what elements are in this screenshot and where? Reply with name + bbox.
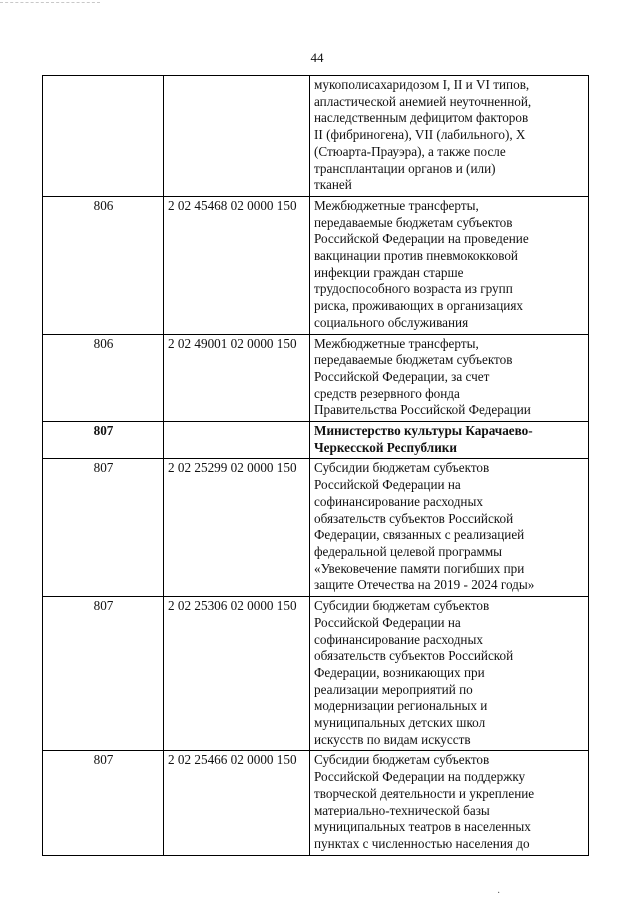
description-cell — [310, 422, 589, 459]
admin-code-cell: 806 — [43, 334, 164, 422]
revenue-code-cell — [164, 422, 310, 459]
revenue-code-cell — [164, 76, 310, 197]
scan-speck: · — [497, 888, 501, 899]
description-line: Межбюджетные трансферты, — [314, 197, 479, 213]
revenue-code-cell: 2 02 25466 02 0000 150 — [164, 751, 310, 855]
table-row — [43, 597, 589, 751]
admin-code-cell — [43, 76, 164, 197]
description-line: (Стюарта-Прауэра), а также после — [314, 143, 506, 159]
revenue-code-cell: 2 02 25306 02 0000 150 — [164, 597, 310, 751]
table-row — [43, 196, 589, 334]
description-line: искусств по видам искусств — [314, 731, 471, 747]
description-line: средств резервного фонда — [314, 385, 460, 401]
admin-code-cell: 807 — [43, 597, 164, 751]
description-cell — [310, 334, 589, 422]
description-line: социального обслуживания — [314, 314, 469, 330]
revenue-code-cell: 2 02 45468 02 0000 150 — [164, 196, 310, 334]
description-line: материально-технической базы — [314, 802, 490, 818]
description-line: риска, проживающих в организациях — [314, 298, 524, 314]
description-line: Российской Федерации, за счет — [314, 368, 490, 384]
budget-classification-table — [42, 75, 589, 856]
revenue-code-cell: 2 02 49001 02 0000 150 — [164, 334, 310, 422]
admin-code-cell: 807 — [43, 751, 164, 855]
description-cell — [310, 196, 589, 334]
description-line: тканей — [314, 177, 352, 193]
description-line: мукополисахаридозом I, II и VI типов, — [314, 77, 530, 92]
description-line: софинансирование расходных — [314, 493, 483, 509]
description-line: наследственным дефицитом факторов — [314, 110, 529, 126]
description-line: обязательств субъектов Российской — [314, 510, 514, 526]
description-line: передаваемые бюджетам субъектов — [314, 214, 513, 230]
description-line: Черкесской Республики — [314, 439, 457, 455]
description-line: софинансирование расходных — [314, 631, 483, 647]
description-line: передаваемые бюджетам субъектов — [314, 352, 513, 368]
scan-artifact-line — [0, 2, 100, 4]
description-line: Федерации, связанных с реализацией — [314, 527, 525, 543]
revenue-code-cell: 2 02 25299 02 0000 150 — [164, 459, 310, 597]
table-body — [43, 76, 589, 856]
description-line: защите Отечества на 2019 - 2024 годы» — [314, 577, 535, 593]
description-line: Российской Федерации на поддержку — [314, 769, 526, 785]
description-line: творческой деятельности и укрепление — [314, 785, 535, 801]
table-row — [43, 76, 589, 197]
description-line: Российской Федерации на проведение — [314, 231, 529, 247]
description-line: Субсидии бюджетам субъектов — [314, 460, 490, 476]
description-line: Правительства Российской Федерации — [314, 402, 531, 418]
description-line: Межбюджетные трансферты, — [314, 335, 479, 351]
description-line: Российской Федерации на — [314, 477, 461, 493]
description-cell — [310, 751, 589, 855]
description-cell — [310, 459, 589, 597]
description-line: трудоспособного возраста из групп — [314, 281, 513, 297]
table-row — [43, 459, 589, 597]
description-line: федеральной целевой программы — [314, 543, 503, 559]
description-line: обязательств субъектов Российской — [314, 648, 514, 664]
description-line: муниципальных детских школ — [314, 715, 486, 731]
description-line: модернизации региональных и — [314, 698, 488, 714]
table-row — [43, 751, 589, 855]
description-line: реализации мероприятий по — [314, 681, 473, 697]
description-line: муниципальных театров в населенных — [314, 819, 531, 835]
description-cell — [310, 76, 589, 197]
description-line: Субсидии бюджетам субъектов — [314, 598, 490, 614]
ministry-header-row — [43, 422, 589, 459]
description-line: II (фибриногена), VII (лабильного), X — [314, 127, 526, 143]
admin-code-cell: 806 — [43, 196, 164, 334]
description-line: Российской Федерации на — [314, 614, 461, 630]
description-line: Министерство культуры Карачаево- — [314, 423, 533, 439]
admin-code-cell: 807 — [43, 459, 164, 597]
description-line: инфекции граждан старше — [314, 264, 464, 280]
admin-code-cell: 807 — [43, 422, 164, 459]
page-number: 44 — [310, 50, 324, 65]
table-row — [43, 334, 589, 422]
description-line: трансплантации органов и (или) — [314, 160, 496, 176]
description-line: апластической анемией неуточненной, — [314, 93, 532, 109]
description-cell — [310, 597, 589, 751]
description-line: Федерации, возникающих при — [314, 664, 485, 680]
description-line: вакцинации против пневмококковой — [314, 248, 518, 264]
description-line: пунктах с численностью населения до — [314, 835, 530, 851]
description-line: Субсидии бюджетам субъектов — [314, 752, 490, 768]
description-line: «Увековечение памяти погибших при — [314, 560, 525, 576]
